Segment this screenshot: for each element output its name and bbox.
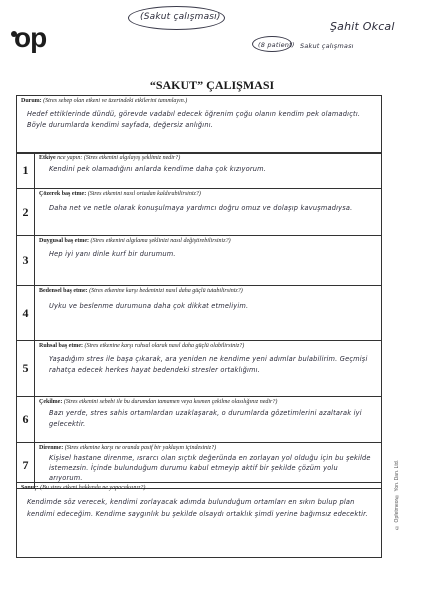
- durum-label: [21, 98, 187, 104]
- step-question-text: (Stres etkenini algılama şeklinizi nasıl değiştirebilirsiniz?): [90, 238, 231, 244]
- step-question-text: (Stres etkenine karşı ne oranda pasif bir yaklaşım içindesiniz?): [64, 445, 217, 451]
- step-row-4: [17, 285, 381, 340]
- step-row-3: [17, 235, 381, 285]
- step-question: [39, 288, 243, 294]
- step-row-1: [17, 152, 381, 188]
- step-question-bold: Direnme:: [39, 445, 64, 451]
- step-number: 1: [17, 153, 35, 188]
- step-question-bold: Etkiye: [39, 155, 56, 161]
- step-number: 7: [17, 443, 35, 488]
- handwritten-title: (Sakut çalışması): [140, 12, 221, 22]
- step-body: [35, 341, 381, 396]
- step-question: [39, 343, 244, 349]
- step-body: [35, 236, 381, 285]
- step-number: 6: [17, 397, 35, 442]
- step-question: [39, 238, 231, 244]
- step-number: 5: [17, 341, 35, 396]
- step-body: [35, 397, 381, 442]
- logo: [14, 24, 58, 52]
- step-number: 4: [17, 286, 35, 340]
- copyright-note: © Opfetmeor® Yon. Dan. Ltd.: [394, 460, 400, 530]
- step-question-bold: Çözerek baş etme:: [39, 191, 87, 197]
- step-question-bold: Çekilme:: [39, 399, 63, 405]
- handwritten-subnote-2: Sakut çalışması: [300, 42, 354, 50]
- step-question-text: (Stres etkenini sebebi ile bu durumdan tamamen veya kısmen çekilme olasılığınız nedir?): [63, 399, 278, 405]
- sonuc-label: [21, 485, 145, 491]
- durum-section: [16, 95, 382, 154]
- handwritten-name: Şahit Okcal: [330, 20, 395, 33]
- step-row-6: [17, 396, 381, 442]
- sonuc-answer: Kendimde söz verecek, kendimi zorlayacak adımda bulunduğum ortamları en sıkın bulup plan kendimi edeceğim. Kendime saygınlık bu şekilde olsaydı ortaklık şimdi yerine bağımsız edecektir.: [27, 498, 368, 518]
- document-title: “SAKUT” ÇALIŞMASI: [149, 78, 275, 92]
- step-number: 2: [17, 189, 35, 235]
- step-answer: Hep iyi yanı dinle kurf bir durumum.: [49, 250, 176, 258]
- step-question: [39, 445, 216, 451]
- step-answer: Daha net ve netle olarak konuşulmaya yardımcı doğru omuz ve dolaşıp kavuşmadıysa.: [49, 204, 353, 212]
- sonuc-section: [16, 482, 382, 558]
- step-answer: Kişisel hastane direnme, ısrarcı olan sıçtık değeründa en zorlayan yol olduğu için bu şekilde istemezsin. İçinde bulunduğum durumu kabul etmeyip aktif bir şekilde çözüm yolu arıyorum.: [49, 454, 371, 482]
- step-question: [39, 155, 180, 161]
- step-question-bold: Ruhsal baş etme:: [39, 343, 84, 349]
- step-answer: Bazı yerde, stres sahis ortamlardan uzaklaşarak, o durumlarda gözetimlerini azaltarak iyi gelecektir.: [49, 409, 362, 428]
- durum-answer: Hedef ettiklerinde dündü, görevde vadabıl edecek öğrenim çoğu olanın kendim pek olamadıçtı. Böyle durumlarda kendimi sayfada, değersiz anlığını.: [27, 110, 361, 129]
- step-question-text: (Stres etkenine karşı bedeninizi nasıl daha güçlü tutabilirsiniz?): [89, 288, 243, 294]
- step-body: [35, 189, 381, 235]
- step-question: [39, 399, 277, 405]
- handwritten-subnote: (8 patient): [258, 41, 295, 49]
- step-row-5: [17, 340, 381, 396]
- step-question-bold: Duygusal baş etme:: [39, 238, 90, 244]
- step-body: [35, 153, 381, 188]
- step-question-text: (Stres etkenine karşı ruhsal olarak nasıl daha güçlü olabilirsiniz?): [84, 343, 245, 349]
- step-question-bold: Bedensel baş etme:: [39, 288, 88, 294]
- step-answer: Uyku ve beslenme durumuna daha çok dikkat etmeliyim.: [49, 302, 249, 310]
- step-number: 3: [17, 236, 35, 285]
- sonuc-label-bold: Sonuç:: [21, 485, 39, 491]
- durum-label-text: (Stres sebep olan etkeni ve üzerindeki etkilerini tanımlayın.): [43, 98, 188, 104]
- durum-label-bold: Durum:: [21, 98, 42, 104]
- step-question-text: (Stres etkenini nasıl ortadan kaldırabilirsiniz?): [87, 191, 201, 197]
- step-answer: Kendini pek olamadığını anlarda kendime daha çok kızıyorum.: [49, 165, 267, 173]
- step-row-2: [17, 188, 381, 235]
- step-answer: Yaşadığım stres ile başa çıkarak, ara yeniden ne kendime yeni adımlar bulabilirim. Geçmişi rahatça edecek herkes hayat bedendeki stresler ortaklığımı.: [49, 355, 368, 374]
- steps-table: [16, 152, 382, 489]
- logo-text: op: [14, 22, 47, 53]
- step-body: [35, 286, 381, 340]
- sonuc-label-text: (Bu stres etkeni hakkında ne yapacaksınız?): [40, 485, 146, 491]
- step-question-text: nce yapın: (Stres etkenini algılayış şeklimiz nedir?): [57, 155, 181, 161]
- step-question: [39, 191, 201, 197]
